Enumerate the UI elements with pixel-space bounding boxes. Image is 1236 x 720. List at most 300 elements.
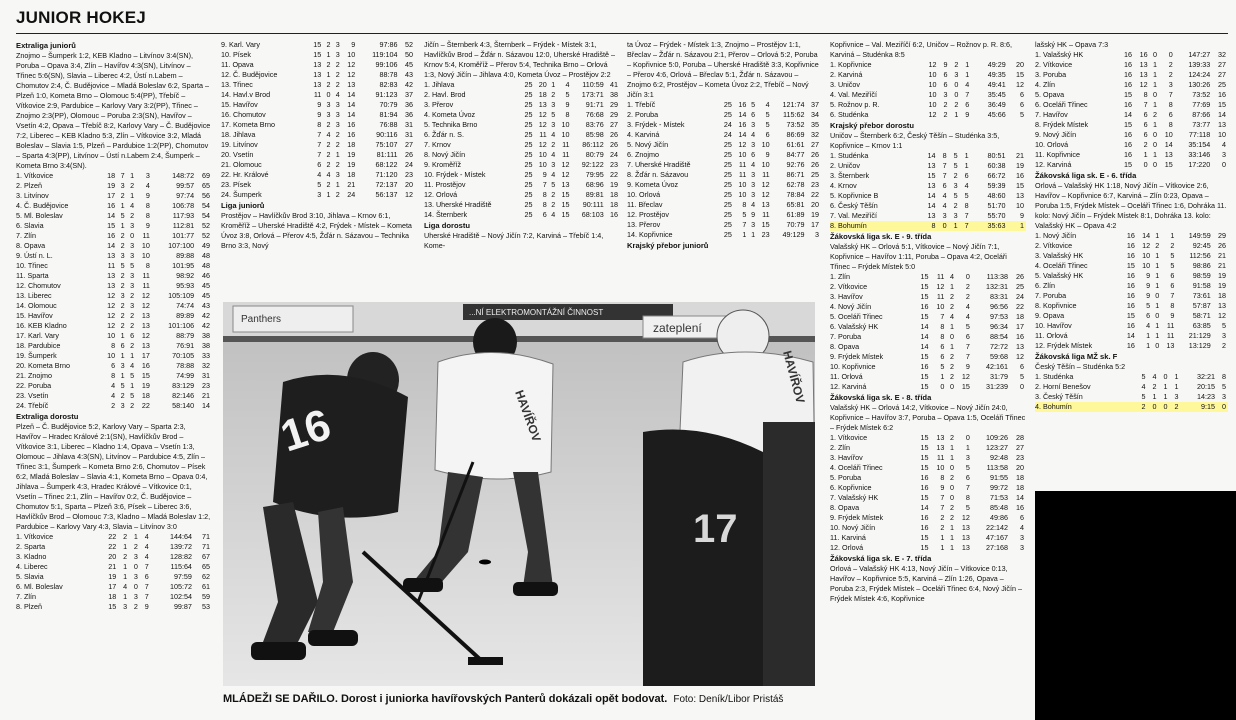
column-1 xyxy=(16,40,212,716)
stat-cell: 2 xyxy=(326,140,331,149)
stat-cell: 92:122 xyxy=(581,160,604,169)
stat-cell: 13 xyxy=(1139,70,1148,79)
stat-cell: 15 xyxy=(927,171,936,180)
stat-cell: 47:167 xyxy=(986,533,1009,542)
stat-cell: 10 xyxy=(141,251,150,260)
stat-cell: 31 xyxy=(405,130,413,139)
stat-cell: 1 xyxy=(1155,301,1160,310)
stat-cell: 59:39 xyxy=(987,181,1006,190)
stat-cell: 9 xyxy=(1146,271,1151,280)
stat-cell: 90:116 xyxy=(376,130,398,139)
stat-cell: 0 xyxy=(133,562,138,571)
standings-table xyxy=(221,40,415,200)
stat-cell: 19 xyxy=(1218,271,1226,280)
stat-cell: 25 xyxy=(1218,80,1226,89)
stat-cell: 9 xyxy=(1020,211,1024,220)
stat-cell: 10 xyxy=(1218,130,1226,139)
stat-cell: 13:129 xyxy=(1188,341,1211,350)
stat-cell: 79:95 xyxy=(585,170,604,179)
stat-cell: 13 xyxy=(936,443,945,452)
section-heading: Extraliga dorostu xyxy=(16,412,79,421)
stat-cell: 76:88 xyxy=(379,120,398,129)
stat-cell: 10 xyxy=(561,120,570,129)
stat-cell: 2 xyxy=(551,140,556,149)
stat-cell: 15 xyxy=(561,210,570,219)
table-row xyxy=(16,371,212,381)
stat-cell: 5 xyxy=(964,191,969,200)
team-name: 10. Kopřivnice xyxy=(830,362,876,371)
team-name: 14. Olomouc xyxy=(16,301,57,310)
stat-cell: 13 xyxy=(1016,342,1024,351)
stat-cell: 12 xyxy=(538,140,547,149)
stat-cell: 2 xyxy=(133,542,138,551)
stat-cell: 26 xyxy=(610,140,618,149)
stat-cell: 1 xyxy=(1152,392,1157,401)
stat-cell: 6 xyxy=(542,210,547,219)
stat-cell: 1 xyxy=(949,342,954,351)
stat-cell: 5 xyxy=(940,362,945,371)
team-name: 23. Písek xyxy=(221,180,251,189)
table-row xyxy=(830,151,1026,161)
stat-cell: 5 xyxy=(1141,372,1146,381)
stat-cell: 5 xyxy=(1141,392,1146,401)
stat-cell: 16 xyxy=(1123,100,1132,109)
stat-cell: 12 xyxy=(961,372,970,381)
stat-cell: 81:111 xyxy=(376,150,398,159)
stat-cell: 52 xyxy=(202,231,210,240)
stat-cell: 37 xyxy=(405,90,413,99)
stat-cell: 0 xyxy=(1153,90,1158,99)
team-name: 5. Nový Jičín xyxy=(627,140,669,149)
team-name: 6. Kopřivnice xyxy=(830,483,872,492)
stat-cell: 16 xyxy=(738,120,747,129)
stat-cell: 80:79 xyxy=(585,150,604,159)
stat-cell: 25 xyxy=(524,160,533,169)
team-name: 11. Karviná xyxy=(830,533,866,542)
stat-cell: 12 xyxy=(405,190,413,199)
stat-cell: 12 xyxy=(141,331,150,340)
stat-cell: 58:71 xyxy=(1192,311,1211,320)
stat-cell: 1 xyxy=(1153,80,1158,89)
stat-cell: 11 xyxy=(1166,331,1175,340)
stat-cell: 75:107 xyxy=(375,140,398,149)
stat-cell: 17 xyxy=(107,191,116,200)
stat-cell: 13 xyxy=(761,200,770,209)
stat-cell: 121:74 xyxy=(782,100,805,109)
stat-cell: 16 xyxy=(1126,241,1135,250)
team-name: 23. Vsetín xyxy=(16,391,49,400)
stat-cell: 8 xyxy=(1222,372,1226,381)
stat-cell: 65 xyxy=(202,562,210,571)
table-row xyxy=(627,120,821,130)
team-name: 12. Orlová xyxy=(830,543,864,552)
stat-cell: 1 xyxy=(120,201,125,210)
stat-cell: 1 xyxy=(1174,372,1179,381)
table-row xyxy=(830,171,1026,181)
table-row xyxy=(830,382,1026,392)
stat-cell: 3 xyxy=(1222,150,1226,159)
team-name: 11. Orlová xyxy=(830,372,863,381)
team-name: 3. Kladno xyxy=(16,552,47,561)
stat-cell: 71:120 xyxy=(375,170,398,179)
stat-cell: 1 xyxy=(1155,271,1160,280)
stat-cell: 22 xyxy=(108,532,117,541)
team-name: 2. Horní Benešov xyxy=(1035,382,1091,391)
stat-cell: 13 xyxy=(961,533,970,542)
stat-cell: 68:122 xyxy=(375,160,398,169)
table-row xyxy=(221,140,415,150)
stat-cell: 71 xyxy=(202,542,210,551)
stat-cell: 113:58 xyxy=(986,463,1009,472)
stat-cell: 21 xyxy=(202,391,210,400)
stat-cell: 2 xyxy=(940,523,945,532)
stat-cell: 148:72 xyxy=(172,171,195,180)
team-name: 2. Vítkovice xyxy=(1035,60,1073,69)
stat-cell: 12 xyxy=(347,60,356,69)
stat-cell: 6 xyxy=(1170,271,1175,280)
stat-cell: 10 xyxy=(928,100,937,109)
stat-cell: 25 xyxy=(524,110,533,119)
table-row xyxy=(830,463,1026,473)
table-row xyxy=(16,231,212,241)
section-heading: Extraliga juniorů xyxy=(16,41,76,50)
stat-cell: 19 xyxy=(107,181,116,190)
stat-cell: 24 xyxy=(405,160,413,169)
stat-cell: 4 xyxy=(1020,523,1024,532)
table-row xyxy=(627,180,821,190)
stat-cell: 10 xyxy=(1142,251,1151,260)
stat-cell: 5 xyxy=(120,381,125,390)
table-row xyxy=(1035,160,1228,170)
stat-cell: 25 xyxy=(723,160,732,169)
stat-cell: 2 xyxy=(954,100,959,109)
stat-cell: 105:72 xyxy=(169,582,192,591)
stat-cell: 15 xyxy=(920,352,929,361)
table-row xyxy=(16,191,212,201)
stat-cell: 5 xyxy=(965,463,970,472)
stat-cell: 6 xyxy=(111,361,116,370)
stat-cell: 14 xyxy=(738,110,747,119)
stat-cell: 23 xyxy=(1016,453,1024,462)
stat-cell: 73:77 xyxy=(1192,120,1211,129)
stat-cell: 67 xyxy=(202,552,210,561)
stat-cell: 16 xyxy=(920,523,929,532)
stat-cell: 57:87 xyxy=(1192,301,1211,310)
table-row xyxy=(424,200,620,210)
stat-cell: 9 xyxy=(144,602,149,611)
stat-cell: 78:84 xyxy=(786,190,805,199)
table-row xyxy=(16,261,212,271)
stat-cell: 3 xyxy=(551,100,556,109)
table-row xyxy=(221,160,415,170)
stat-cell: 2 xyxy=(130,401,135,410)
stat-cell: 4 xyxy=(1141,382,1146,391)
stat-cell: 4 xyxy=(965,80,970,89)
table-row xyxy=(830,332,1026,342)
stat-cell: 4 xyxy=(565,80,570,89)
stat-cell: 3 xyxy=(1168,80,1173,89)
stat-cell: 10 xyxy=(1164,130,1173,139)
stat-cell: 7 xyxy=(940,312,945,321)
stat-cell: 16 xyxy=(1218,90,1226,99)
jersey-number-front: 17 xyxy=(693,507,738,551)
team-name: 4. Oceláři Třinec xyxy=(830,463,883,472)
stat-cell: 26 xyxy=(811,150,819,159)
stat-cell: 51:70 xyxy=(987,201,1006,210)
stat-cell: 65 xyxy=(202,181,210,190)
team-name: 12. Č. Budějovice xyxy=(221,70,278,79)
table-row xyxy=(221,60,415,70)
stat-cell: 5 xyxy=(1222,321,1226,330)
stat-cell: 45 xyxy=(202,281,210,290)
stat-cell: 15 xyxy=(561,200,570,209)
stat-cell: 15 xyxy=(141,371,150,380)
stat-cell: 83:76 xyxy=(585,120,604,129)
stat-cell: 1 xyxy=(949,543,954,552)
stat-cell: 4 xyxy=(942,191,947,200)
stat-cell: 2 xyxy=(326,150,331,159)
stat-cell: 1 xyxy=(964,151,969,160)
team-name: 12. Orlová xyxy=(424,190,458,199)
stat-cell: 3 xyxy=(130,251,135,260)
stat-cell: 10 xyxy=(141,241,150,250)
table-row xyxy=(16,181,212,191)
team-name: 8. Nový Jičín xyxy=(424,150,466,159)
stat-cell: 77:118 xyxy=(1188,130,1211,139)
stat-cell: 97:74 xyxy=(176,191,195,200)
stat-cell: 16 xyxy=(347,120,356,129)
stat-cell: 3 xyxy=(133,552,138,561)
stat-cell: 8 xyxy=(145,261,150,270)
table-row xyxy=(221,90,415,100)
stat-cell: 4 xyxy=(144,552,149,561)
stat-cell: 2 xyxy=(130,211,135,220)
stat-cell: 14 xyxy=(202,401,210,410)
team-name: 10. Třinec xyxy=(16,261,48,270)
table-row xyxy=(221,50,415,60)
stat-cell: 128:82 xyxy=(169,552,192,561)
stat-cell: 8 xyxy=(942,151,947,160)
stat-cell: 1 xyxy=(1155,251,1160,260)
column-4 xyxy=(627,40,821,300)
stat-cell: 16 xyxy=(1126,231,1135,240)
team-name: 5. Kopřivnice B xyxy=(830,191,879,200)
stat-cell: 4 xyxy=(326,130,331,139)
stat-cell: 95:93 xyxy=(176,281,195,290)
team-name: 11. Prostějov xyxy=(424,180,466,189)
stat-cell: 105:109 xyxy=(168,291,195,300)
stat-cell: 29 xyxy=(1218,231,1226,240)
table-row xyxy=(830,201,1026,211)
stat-cell: 10 xyxy=(738,190,747,199)
stat-cell: 9 xyxy=(351,40,356,49)
stat-cell: 21:129 xyxy=(1188,331,1211,340)
stat-cell: 19 xyxy=(347,160,356,169)
stat-cell: 14 xyxy=(347,100,356,109)
stat-cell: 16 xyxy=(1126,301,1135,310)
team-name: 13. Liberec xyxy=(16,291,52,300)
table-row xyxy=(424,170,620,180)
team-name: 20. Kometa Brno xyxy=(16,361,70,370)
stat-cell: 7 xyxy=(960,221,971,231)
table-row xyxy=(1035,331,1228,341)
table-row xyxy=(830,513,1026,523)
table-row xyxy=(627,230,821,240)
stat-cell: 110:59 xyxy=(582,80,604,89)
team-name: 6. Valašský HK xyxy=(830,322,879,331)
stat-cell: 82:83 xyxy=(379,80,398,89)
stat-cell: 1 xyxy=(1146,331,1151,340)
stat-cell: 27 xyxy=(610,120,618,129)
team-name: 1. Zlín xyxy=(830,272,850,281)
stat-cell: 5 xyxy=(551,110,556,119)
stat-cell: 8 xyxy=(965,493,970,502)
stat-cell: 27 xyxy=(1218,60,1226,69)
stat-cell: 20 xyxy=(1016,60,1024,69)
stat-cell: 22 xyxy=(141,401,150,410)
table-row xyxy=(830,60,1026,70)
stat-cell: 6 xyxy=(1143,110,1148,119)
stat-cell: 11 xyxy=(142,271,150,280)
stat-cell: 14 xyxy=(927,151,936,160)
stat-cell: 24 xyxy=(1016,292,1024,301)
stat-cell: 5 xyxy=(1170,261,1175,270)
team-name: 8. Frýdek Místek xyxy=(1035,120,1089,129)
stat-cell: 2 xyxy=(949,503,954,512)
table-row xyxy=(1035,50,1228,60)
table-row xyxy=(1035,70,1228,80)
team-name: 5. Poruba xyxy=(830,473,862,482)
stat-cell: 7 xyxy=(1168,90,1173,99)
stat-cell: 92:45 xyxy=(1192,241,1211,250)
team-name: 1. Jihlava xyxy=(424,80,455,89)
stat-cell: 2 xyxy=(120,271,125,280)
stat-cell: 4 xyxy=(965,302,970,311)
stat-cell: 2 xyxy=(130,291,135,300)
stat-cell: 26 xyxy=(610,130,618,139)
stat-cell: 15 xyxy=(108,602,117,611)
stat-cell: 139:72 xyxy=(169,542,192,551)
stat-cell: 4 xyxy=(964,181,969,190)
table-row xyxy=(627,200,821,210)
stat-cell: 15 xyxy=(920,533,929,542)
column-5 xyxy=(830,40,1026,720)
stat-cell: 25 xyxy=(524,180,533,189)
stat-cell: 3 xyxy=(1222,392,1226,401)
table-row xyxy=(16,311,212,321)
stat-cell: 4 xyxy=(551,210,556,219)
stat-cell: 43 xyxy=(202,301,210,310)
stat-cell: 3 xyxy=(317,190,322,199)
stat-cell: 11 xyxy=(142,281,150,290)
stat-cell: 9 xyxy=(145,191,150,200)
stat-cell: 17 xyxy=(141,351,150,360)
stat-cell: 12 xyxy=(107,301,116,310)
table-row xyxy=(424,90,620,100)
stat-cell: 4 xyxy=(1152,372,1157,381)
stat-cell: 0 xyxy=(1168,50,1173,59)
team-name: 11. Kopřivnice xyxy=(1035,150,1081,159)
team-name: 7. Poruba xyxy=(830,332,862,341)
stat-cell: 1 xyxy=(130,381,135,390)
stat-cell: 1 xyxy=(1155,231,1160,240)
stat-cell: 8 xyxy=(940,322,945,331)
stat-cell: 91:58 xyxy=(1192,281,1211,290)
stat-cell: 27:168 xyxy=(986,543,1009,552)
stat-cell: 112:81 xyxy=(172,221,195,230)
team-name: 6. Žďár n. S. xyxy=(424,130,464,139)
stat-cell: 96:34 xyxy=(990,322,1009,331)
section-heading: Krajský přebor dorostu xyxy=(830,121,914,130)
stat-cell: 5 xyxy=(1020,110,1024,119)
stat-cell: 132:31 xyxy=(986,282,1009,291)
stat-cell: 1 xyxy=(954,110,959,119)
team-name: 3. Šternberk xyxy=(830,171,870,180)
stat-cell: 9 xyxy=(145,221,150,230)
stat-cell: 8 xyxy=(940,332,945,341)
stat-cell: 15 xyxy=(313,40,322,49)
stat-cell: 1 xyxy=(1153,70,1158,79)
stat-cell: 6 xyxy=(130,331,135,340)
stat-cell: 2 xyxy=(130,181,135,190)
stat-cell: 3 xyxy=(1020,543,1024,552)
stat-cell: 2 xyxy=(949,372,954,381)
team-name: 18. Pardubice xyxy=(16,341,61,350)
stat-cell: 70:79 xyxy=(786,220,805,229)
stat-cell: 2 xyxy=(326,40,331,49)
stat-cell: 3 xyxy=(335,50,340,59)
stat-cell: 3 xyxy=(326,110,331,119)
stat-cell: 9 xyxy=(940,483,945,492)
stat-cell: 6 xyxy=(965,473,970,482)
stat-cell: 14 xyxy=(920,322,929,331)
table-row xyxy=(1035,130,1228,140)
stat-cell: 5 xyxy=(1222,382,1226,391)
stat-cell: 1 xyxy=(326,190,331,199)
stat-cell: 33 xyxy=(202,351,210,360)
title-rule xyxy=(16,33,1228,34)
stat-cell: 59 xyxy=(202,592,210,601)
standings-table xyxy=(627,100,821,240)
table-row xyxy=(16,251,212,261)
stat-cell: 12 xyxy=(1218,311,1226,320)
team-name: 9. Kroměříž xyxy=(424,160,462,169)
section-heading: Žákovská liga sk. E - 9. třída xyxy=(830,232,932,241)
team-name: 7. Krnov xyxy=(424,140,451,149)
stat-cell: 48 xyxy=(202,261,210,270)
table-row xyxy=(16,361,212,371)
stat-cell: 3 xyxy=(942,211,947,220)
table-row xyxy=(424,180,620,190)
stat-cell: 7 xyxy=(965,342,970,351)
results-text: Valašský HK – Orlová 14:2, Vítkovice – Nový Jičín 24:0, Kopřivnice – Havířov 3:7, Poruba – Opava 1:5, Oceláři Třinec – Frýdek Místek 6:2 xyxy=(830,403,1026,432)
stat-cell: 28 xyxy=(1016,433,1024,442)
stat-cell: 34 xyxy=(811,110,819,119)
stat-cell: 52 xyxy=(405,40,413,49)
stat-cell: 13 xyxy=(961,523,970,532)
stat-cell: 31 xyxy=(202,371,210,380)
stat-cell: 6 xyxy=(120,341,125,350)
stat-cell: 6 xyxy=(965,100,970,109)
team-name: 8. Bohumín xyxy=(830,221,919,231)
stat-cell: 7 xyxy=(965,352,970,361)
stat-cell: 7 xyxy=(940,493,945,502)
stat-cell: 16 xyxy=(1123,130,1132,139)
stat-cell: 3 xyxy=(335,120,340,129)
table-row xyxy=(424,130,620,140)
team-name: 12. Prostějov xyxy=(627,210,669,219)
team-name: 7. Havířov xyxy=(1035,110,1068,119)
